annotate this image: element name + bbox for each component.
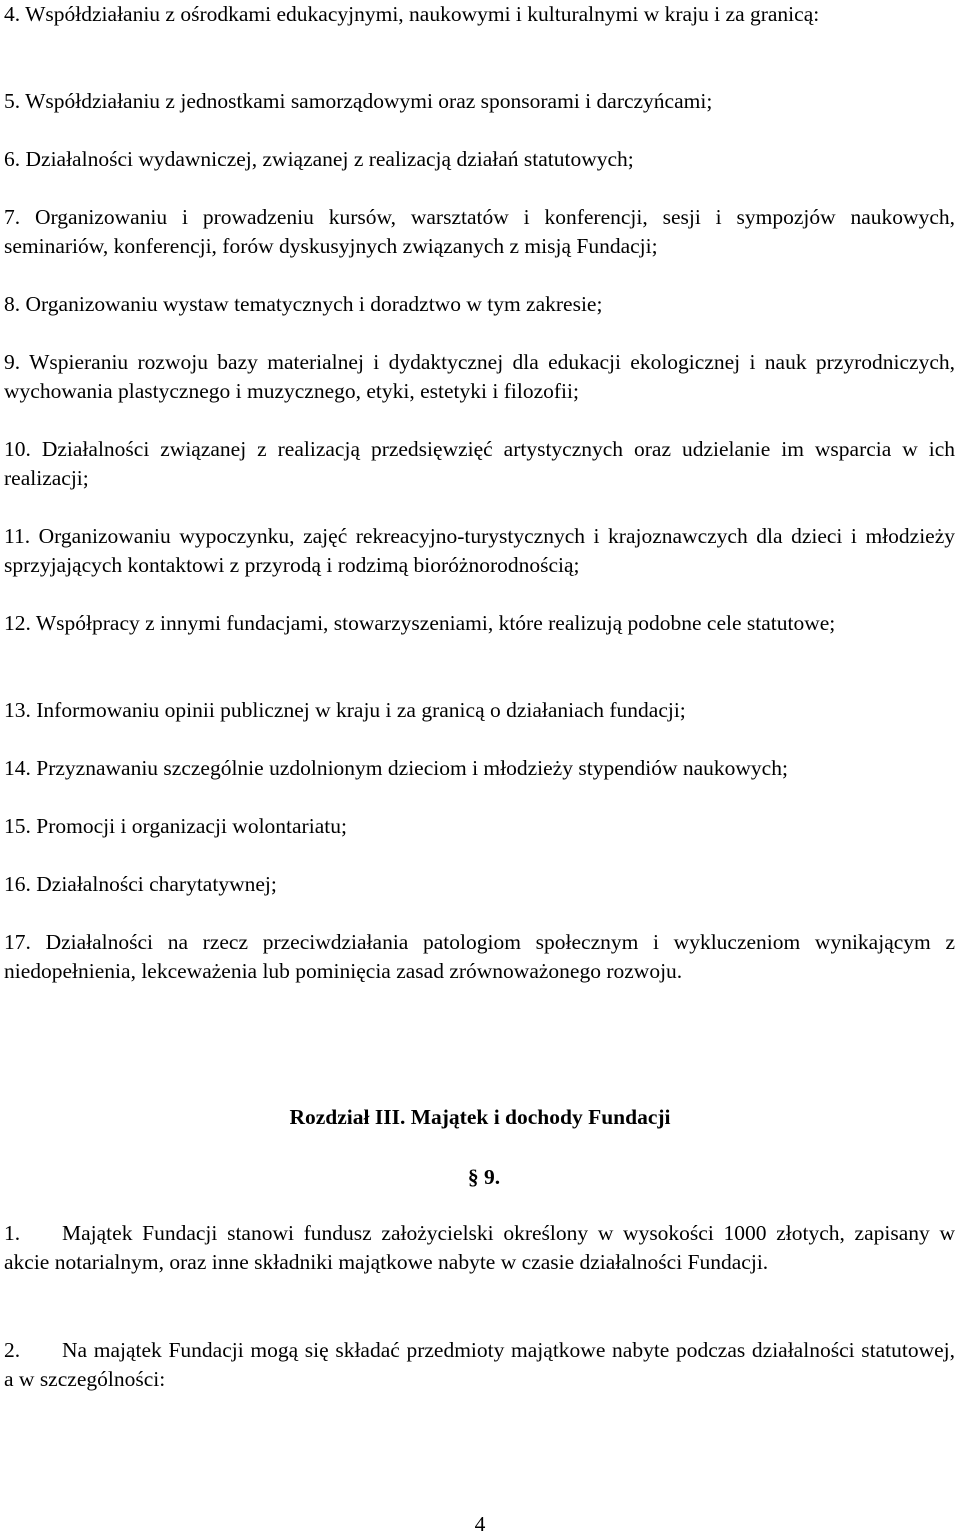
item-number: 9. <box>4 350 21 374</box>
section-item <box>4 1336 955 1394</box>
item-text: Przyznawaniu szczególnie uzdolnionym dzieciom i młodzieży stypendiów naukowych; <box>36 756 788 780</box>
section-item <box>4 1219 955 1277</box>
item-text: Organizowaniu wystaw tematycznych i doradztwo w tym zakresie; <box>25 292 603 316</box>
item-text: Majątek Fundacji stanowi fundusz założycielski określony w wysokości 1000 złotych, zapisany w akcie notarialnym, oraz inne składniki majątkowe nabyte w czasie działalności Fundacji. <box>4 1221 955 1274</box>
item-number: 13. <box>4 698 31 722</box>
item-number: 11. <box>4 524 31 548</box>
item-number: 8. <box>4 292 21 316</box>
item-number: 15. <box>4 814 31 838</box>
list-item <box>4 435 955 493</box>
list-item <box>4 812 955 841</box>
item-text: Wspieraniu rozwoju bazy materialnej i dydaktycznej dla edukacji ekologicznej i nauk przyrodniczych, wychowania plastycznego i muzycznego, etyki, estetyki i filozofii; <box>4 350 955 403</box>
item-number: 17. <box>4 930 31 954</box>
list-item <box>4 145 955 174</box>
item-text: Informowaniu opinii publicznej w kraju i za granicą o działaniach fundacji; <box>36 698 686 722</box>
item-number: 1. <box>4 1221 21 1245</box>
item-text: Działalności na rzecz przeciwdziałania patologiom społecznym i wykluczeniom wynikającym z niedopełnienia, lekceważenia lub pominięcia zasad zrównoważonego rozwoju. <box>4 930 955 983</box>
list-item <box>4 203 955 261</box>
list-item <box>4 0 955 29</box>
item-number: 12. <box>4 611 31 635</box>
item-text: Działalności związanej z realizacją przedsięwzięć artystycznych oraz udzielanie im wsparcia w ich realizacji; <box>4 437 956 490</box>
item-text: Promocji i organizacji wolontariatu; <box>36 814 347 838</box>
item-number: 5. <box>4 89 21 113</box>
list-item <box>4 522 955 580</box>
item-number: 7. <box>4 205 21 229</box>
list-item <box>4 696 955 725</box>
list-item <box>4 348 955 406</box>
section-mark: § 9. <box>467 1165 501 1189</box>
item-text: Działalności wydawniczej, związanej z realizacją działań statutowych; <box>25 147 634 171</box>
chapter-title: Rozdział III. Majątek i dochody Fundacji <box>289 1105 671 1129</box>
item-text: Na majątek Fundacji mogą się składać przedmioty majątkowe nabyte podczas działalności statutowej, a w szczególności: <box>4 1338 955 1391</box>
item-text: Współdziałaniu z ośrodkami edukacyjnymi, naukowymi i kulturalnymi w kraju i za granicą: <box>25 2 820 26</box>
item-text: Działalności charytatywnej; <box>36 872 277 896</box>
list-item <box>4 870 955 899</box>
item-number: 4. <box>4 2 21 26</box>
item-text: Organizowaniu wypoczynku, zajęć rekreacyjno-turystycznych i krajoznawczych dla dzieci i młodzieży sprzyjających kontaktowi z przyrodą i rodzimą bioróżnorodnością; <box>4 524 955 577</box>
item-text: Współdziałaniu z jednostkami samorządowymi oraz sponsorami i darczyńcami; <box>25 89 713 113</box>
item-text: Organizowaniu i prowadzeniu kursów, warsztatów i konferencji, sesji i sympozjów naukowych, seminariów, konferencji, forów dyskusyjnych związanych z misją Fundacji; <box>4 205 955 258</box>
list-item <box>4 754 955 783</box>
item-number: 10. <box>4 437 31 461</box>
item-number: 2. <box>4 1338 21 1362</box>
list-item <box>4 609 955 638</box>
item-number: 16. <box>4 872 31 896</box>
list-item <box>4 87 955 116</box>
item-number: 6. <box>4 147 21 171</box>
page-number: 4 <box>474 1512 486 1536</box>
list-item <box>4 290 955 319</box>
item-text: Współpracy z innymi fundacjami, stowarzyszeniami, które realizują podobne cele statutowe; <box>35 611 836 635</box>
list-item <box>4 928 955 986</box>
item-number: 14. <box>4 756 31 780</box>
